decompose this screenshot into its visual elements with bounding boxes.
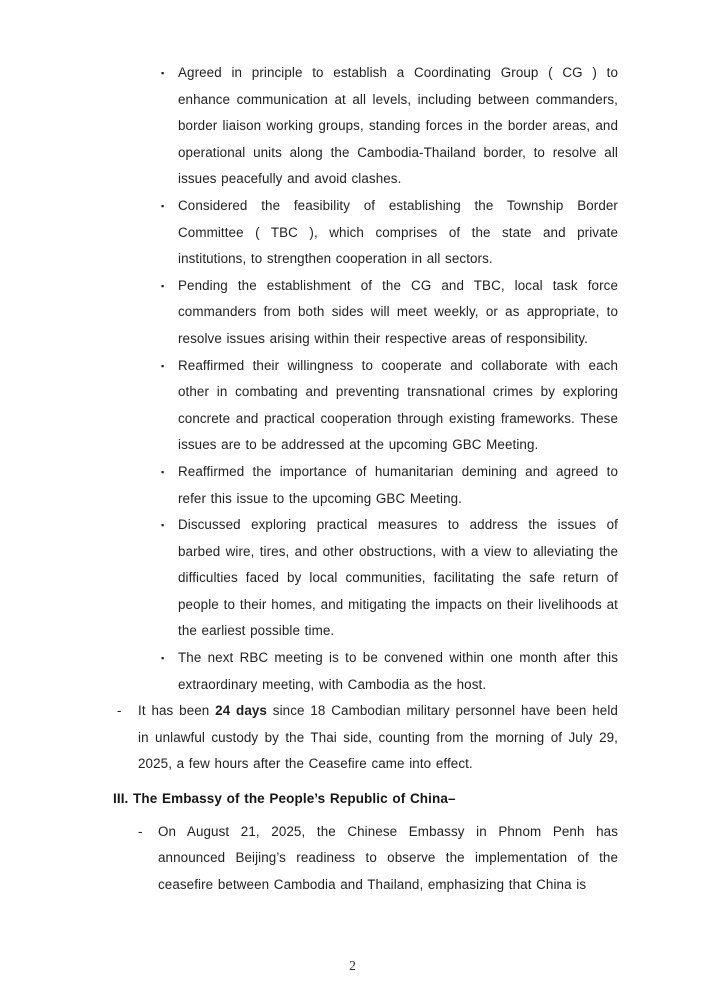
dash-item-embassy-announcement bbox=[138, 819, 618, 899]
page-number: 2 bbox=[349, 958, 356, 973]
bullet-marker-icon: ▪ bbox=[161, 520, 165, 531]
dash-text-post: since 18 Cambodian military personnel have been held in unlawful custody by the Thai side, counting from the morning of July 29, 2025, a few hours after the Ceasefire came into effect. bbox=[138, 703, 618, 772]
bullet-text: Reaffirmed the importance of humanitarian demining and agreed to refer this issue to the upcoming GBC Meeting. bbox=[178, 463, 618, 506]
bullet-marker-icon: ▪ bbox=[161, 360, 165, 371]
dash-text-bold-days: 24 days bbox=[215, 703, 267, 719]
bullet-item-pending-establishment bbox=[161, 273, 618, 353]
dash-item-detained-personnel bbox=[117, 698, 618, 778]
dash-marker-icon: - bbox=[138, 823, 143, 839]
bullet-text: The next RBC meeting is to be convened within one month after this extraordinary meeting, with Cambodia as the host. bbox=[178, 650, 618, 692]
section-heading-embassy-china: III. The Embassy of the People’s Republic of China– bbox=[113, 791, 456, 807]
bullet-item-obstructions bbox=[161, 512, 618, 645]
bullet-marker-icon: ▪ bbox=[161, 280, 165, 291]
bullet-marker-icon: ▪ bbox=[161, 653, 165, 664]
bullet-text: Agreed in principle to establish a Coordinating Group ( CG ) to enhance communication at all levels, including between commanders, border liaison working groups, standing forces in the border areas, and operational units along the Cambodia-Thailand border, to resolve all issues peacefully and avoid clashes. bbox=[178, 65, 618, 187]
bullet-text: Pending the establishment of the CG and TBC, local task force commanders from both sides will meet weekly, or as appropriate, to resolve issues arising within their respective areas of responsibility. bbox=[178, 277, 618, 346]
bullet-item-transnational-crimes bbox=[161, 353, 618, 459]
dash-text-pre: It has been bbox=[138, 703, 216, 719]
bullet-item-humanitarian-demining bbox=[161, 459, 618, 512]
dash-marker-icon: - bbox=[117, 703, 122, 719]
bullet-marker-icon: ▪ bbox=[161, 68, 165, 78]
bullet-text: Discussed exploring practical measures to address the issues of barbed wire, tires, and other obstructions, with a view to alleviating the difficulties faced by local communities, facilitating the safe return of people to their homes, and mitigating the impacts on their livelihoods at the earliest possible time. bbox=[178, 517, 618, 639]
bullet-item-township-border-committee bbox=[161, 193, 618, 273]
bullet-marker-icon: ▪ bbox=[161, 466, 165, 477]
dash-text: On August 21, 2025, the Chinese Embassy in Phnom Penh has announced Beijing’s readiness to observe the implementation of the ceasefire between Cambodia and Thailand, emphasizing that China is bbox=[158, 823, 618, 892]
bullet-item-next-rbc-meeting bbox=[161, 645, 618, 698]
document-content bbox=[0, 60, 618, 898]
bullet-text: Reaffirmed their willingness to cooperate and collaborate with each other in combating and preventing transnational crimes by exploring concrete and practical cooperation through existing frameworks. These issues are to be addressed at the upcoming GBC Meeting. bbox=[178, 357, 618, 453]
bullet-text: Considered the feasibility of establishing the Township Border Committee ( TBC ), which comprises of the state and private institutions, to strengthen cooperation in all sectors. bbox=[178, 197, 618, 267]
bullet-marker-icon: ▪ bbox=[161, 200, 165, 211]
bullet-item-coordinating-group bbox=[161, 60, 618, 193]
